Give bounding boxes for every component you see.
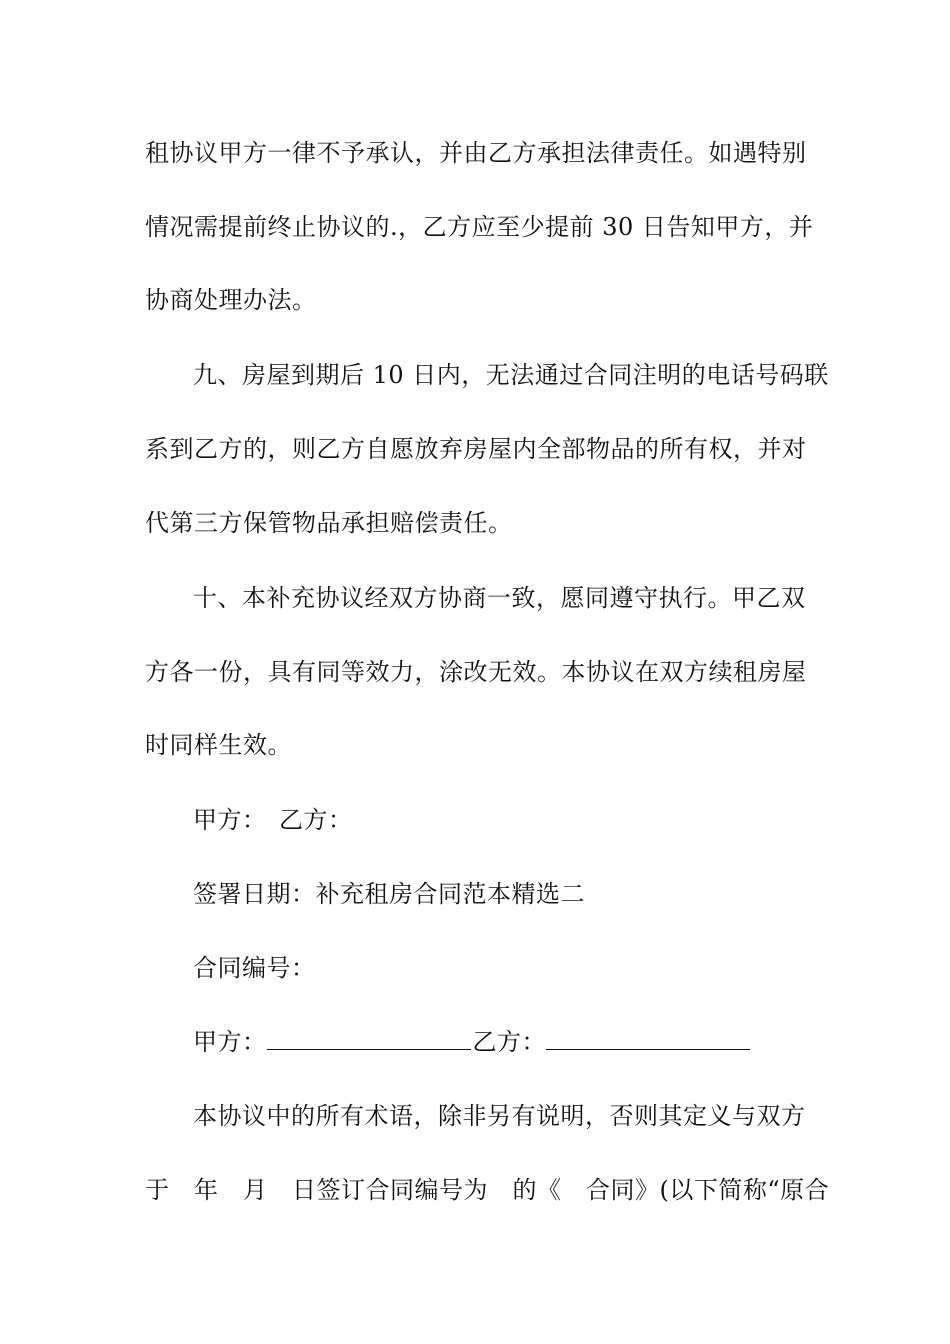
paragraph-line: 协商处理办法。 — [145, 286, 317, 314]
party-a-label: 甲方： — [193, 1028, 267, 1056]
paragraph-line: 方各一份，具有同等效力，涂改无效。本协议在双方续租房屋 — [145, 658, 807, 686]
paragraph-line: 于 年 月 日签订合同编号为 的《 合同》(以下简称“原合 — [145, 1176, 830, 1204]
clause-nine-line: 九、房屋到期后 10 日内，无法通过合同注明的电话号码联 — [193, 361, 829, 389]
terms-paragraph-line: 本协议中的所有术语，除非另有说明，否则其定义与双方 — [193, 1102, 806, 1130]
party-a-blank — [267, 1027, 471, 1050]
paragraph-line: 系到乙方的，则乙方自愿放弃房屋内全部物品的所有权，并对 — [145, 435, 807, 463]
contract-number-line: 合同编号： — [193, 954, 316, 982]
party-b-label: 乙方： — [472, 1028, 546, 1056]
signing-date-line: 签署日期：补充租房合同范本精选二 — [193, 880, 585, 908]
party-fill-line — [193, 1027, 810, 1057]
signature-parties-line: 甲方： 乙方： — [193, 806, 353, 834]
paragraph-line: 时同样生效。 — [145, 731, 292, 759]
clause-ten-line: 十、本补充协议经双方协商一致，愿同遵守执行。甲乙双 — [193, 584, 806, 612]
paragraph-line: 代第三方保管物品承担赔偿责任。 — [145, 509, 513, 537]
paragraph-line: 租协议甲方一律不予承认，并由乙方承担法律责任。如遇特别 — [145, 139, 807, 167]
paragraph-line: 情况需提前终止协议的.，乙方应至少提前 30 日告知甲方，并 — [145, 213, 814, 241]
party-b-blank — [546, 1027, 750, 1050]
